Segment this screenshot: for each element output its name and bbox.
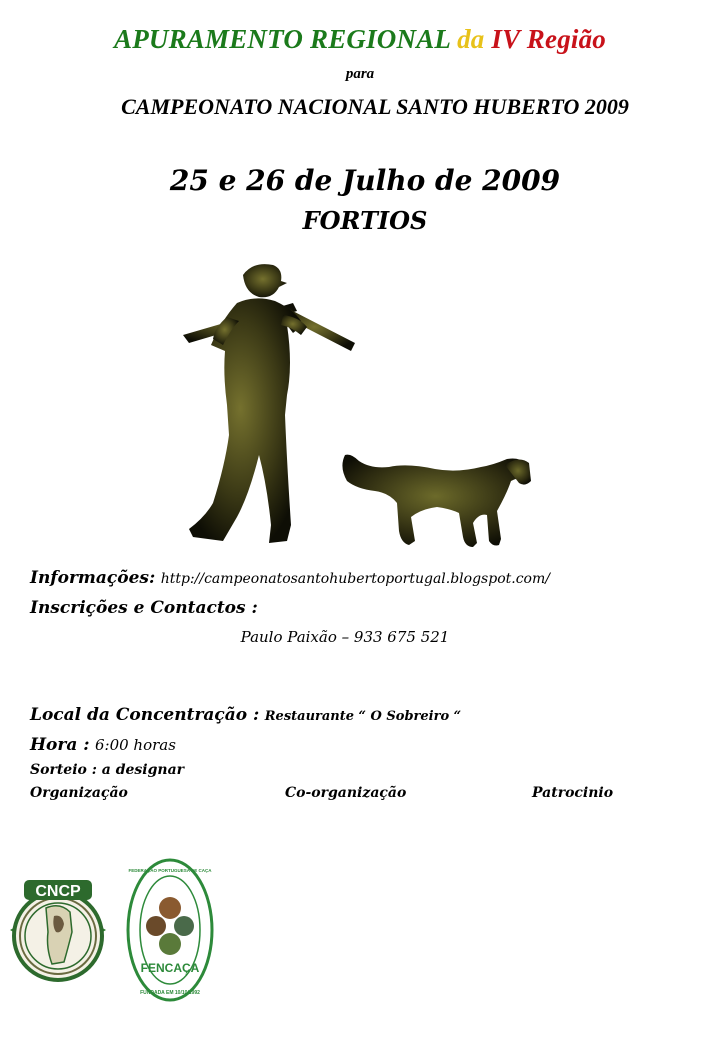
championship-title: CAMPEONATO NACIONAL SANTO HUBERTO 2009: [121, 94, 629, 119]
coorganizacao-label: Co-organização: [285, 785, 407, 801]
fencaca-ring-top-text: FEDERAÇÃO PORTUGUESA DE CAÇA: [128, 868, 212, 873]
cncp-logo-text: CNCP: [35, 883, 81, 900]
cncp-logo: [6, 872, 110, 984]
local-value: Restaurante “ O Sobreiro “: [264, 709, 462, 724]
fencaca-ring-bottom-text: FUNDADA EM 10/10/1992: [140, 990, 200, 996]
patrocinio-label: Patrocinio: [532, 785, 614, 801]
title-part-yellow: da: [457, 24, 485, 54]
info-url-link[interactable]: http://campeonatosantohubertoportugal.blogspot.com/: [160, 571, 550, 587]
info-line: [30, 568, 550, 588]
info-label: Informações:: [30, 568, 156, 588]
hunter-silhouette: [183, 264, 355, 543]
hunter-dog-illustration: [175, 255, 545, 555]
dog-silhouette: [342, 455, 531, 547]
inscricoes-label: Inscrições e Contactos :: [30, 598, 258, 618]
sorteio-text: Sorteio : a designar: [30, 762, 185, 778]
title-part-red: IV Região: [484, 24, 606, 54]
hora-label: Hora :: [30, 735, 90, 755]
fencaca-logo: [126, 858, 214, 1002]
page-title: [0, 24, 720, 55]
title-part-green: APURAMENTO REGIONAL: [114, 24, 458, 54]
event-place: FORTIOS: [302, 206, 428, 235]
fencaca-logo-text: FENCAÇA: [140, 961, 200, 975]
contact-text: Paulo Paixão – 933 675 521: [240, 628, 450, 646]
local-label: Local da Concentração :: [30, 705, 260, 725]
organizacao-label: Organização: [30, 785, 128, 801]
hora-line: [30, 735, 176, 755]
hora-value: 6:00 horas: [94, 736, 176, 754]
local-line: [30, 705, 461, 725]
event-date: 25 e 26 de Julho de 2009: [169, 164, 561, 197]
para-text: para: [345, 66, 375, 82]
